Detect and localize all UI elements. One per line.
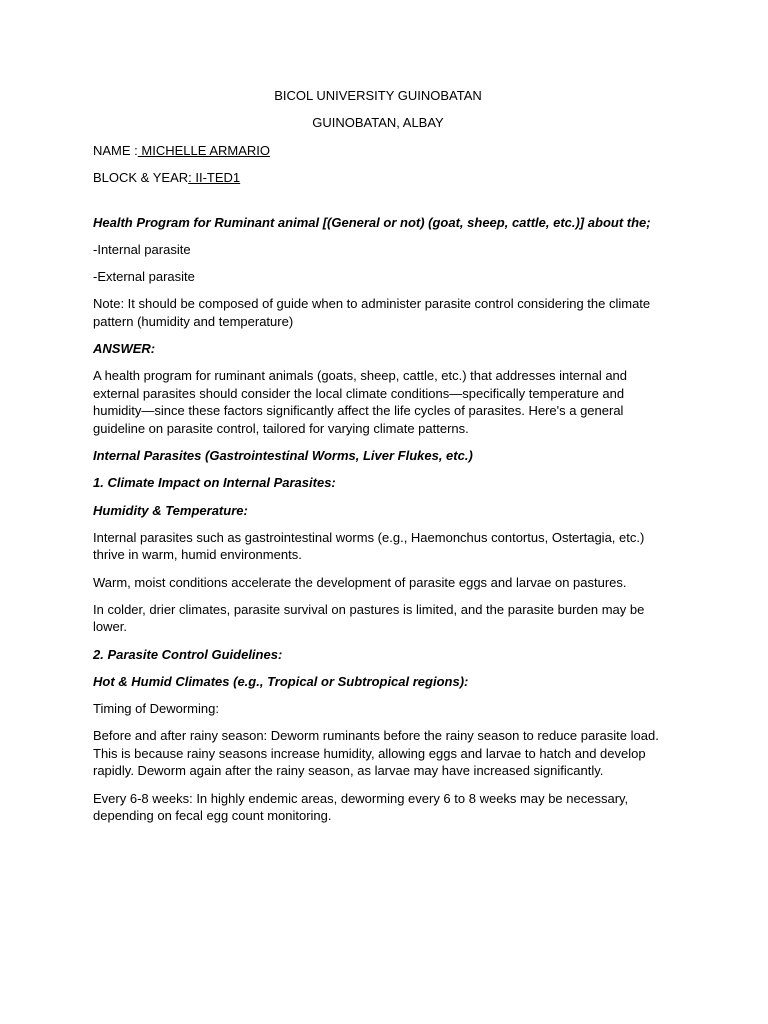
paragraph-thrive: Internal parasites such as gastrointestinal worms (e.g., Haemonchus contortus, Ostertagia, etc.) thrive in warm, humid environments. bbox=[93, 529, 645, 563]
block-year-line bbox=[93, 169, 663, 187]
section-internal-parasites: Internal Parasites (Gastrointestinal Worms, Liver Flukes, etc.) bbox=[93, 448, 473, 464]
spacer bbox=[93, 196, 663, 214]
paragraph-colder: In colder, drier climates, parasite survival on pastures is limited, and the parasite burden may be lower. bbox=[93, 601, 645, 635]
answer-label: ANSWER: bbox=[93, 341, 156, 357]
question-item-external: -External parasite bbox=[93, 269, 195, 285]
question-note: Note: It should be composed of guide when to administer parasite control considering the climate pattern (humidity and temperature) bbox=[93, 296, 651, 329]
name-value: MICHELLE ARMARIO bbox=[137, 142, 270, 158]
heading-humidity-temperature: Humidity & Temperature: bbox=[93, 502, 248, 518]
document-body bbox=[93, 87, 663, 834]
question-item-internal: -Internal parasite bbox=[93, 241, 191, 257]
name-label: NAME : bbox=[93, 142, 138, 158]
heading-hot-humid: Hot & Humid Climates (e.g., Tropical or Subtropical regions): bbox=[93, 673, 469, 689]
answer-intro: A health program for ruminant animals (goats, sheep, cattle, etc.) that addresses internal and external parasites should consider the local climate conditions—specifically temperature and humidity—since these factors significantly affect the life cycles of parasites. Here's a general guideline on parasite control, tailored for varying climate patterns. bbox=[93, 368, 628, 437]
paragraph-before-after: Before and after rainy season: Deworm ruminants before the rainy season to reduce parasite load. This is because rainy seasons increase humidity, allowing eggs and larvae to hatch and develop rapidly. Deworm again after the rainy season, as larvae may have increased significantly. bbox=[93, 728, 659, 779]
heading-climate-impact: 1. Climate Impact on Internal Parasites: bbox=[93, 475, 336, 491]
paragraph-every-6-8-weeks: Every 6-8 weeks: In highly endemic areas, deworming every 6 to 8 weeks may be necessary, depending on fecal egg count monitoring. bbox=[93, 790, 629, 824]
block-year-value: : II-TED1 bbox=[188, 169, 241, 185]
question-title: Health Program for Ruminant animal [(General or not) (goat, sheep, cattle, etc.)] about the; bbox=[93, 214, 651, 230]
location-heading: GUINOBATAN, ALBAY bbox=[312, 115, 444, 131]
timing-label: Timing of Deworming: bbox=[93, 700, 219, 716]
block-year-label: BLOCK & YEAR bbox=[93, 169, 189, 185]
heading-control-guidelines: 2. Parasite Control Guidelines: bbox=[93, 646, 283, 662]
name-line bbox=[93, 142, 663, 160]
paragraph-warm-moist: Warm, moist conditions accelerate the development of parasite eggs and larvae on pastures. bbox=[93, 574, 627, 590]
university-heading: BICOL UNIVERSITY GUINOBATAN bbox=[274, 88, 482, 103]
